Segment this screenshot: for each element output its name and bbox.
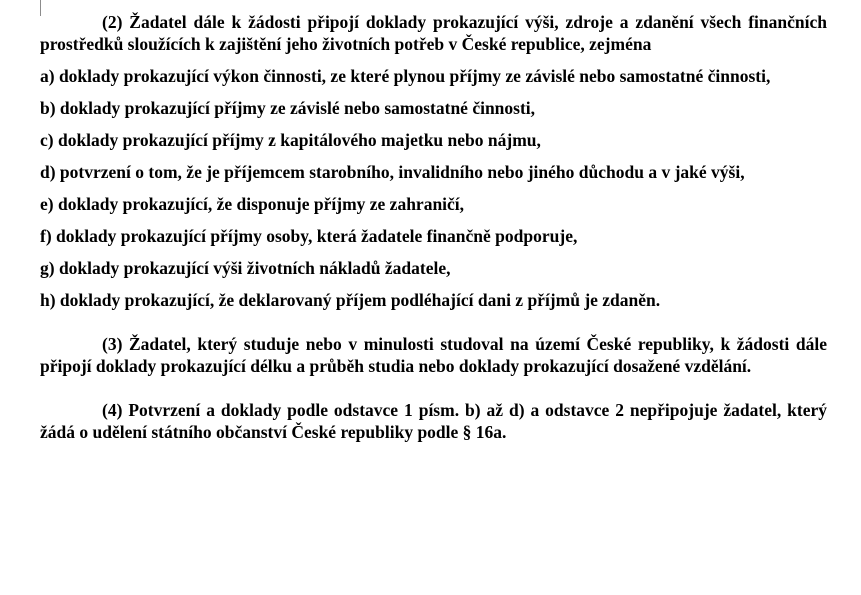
list-item-b: b) doklady prokazující příjmy ze závislé nebo samostatné činnosti,	[40, 98, 536, 118]
list-item-g: g) doklady prokazující výši životních nákladů žadatele,	[40, 258, 451, 278]
list-item-c: c) doklady prokazující příjmy z kapitálového majetku nebo nájmu,	[40, 130, 541, 150]
list-item-d: d) potvrzení o tom, že je příjemcem starobního, invalidního nebo jiného důchodu a v jaké výši,	[40, 162, 745, 182]
document-body	[40, 11, 827, 443]
paragraph-3: (3) Žadatel, který studuje nebo v minulosti studoval na území České republiky, k žádosti dále připojí doklady prokazující délku a průběh studia nebo doklady prokazující dosažené vzdělání.	[40, 334, 827, 376]
paragraph-4: (4) Potvrzení a doklady podle odstavce 1 písm. b) až d) a odstavce 2 nepřipojuje žadatel, který žádá o udělení státního občanství České republiky podle § 16a.	[40, 400, 827, 442]
paragraph-2-intro: (2) Žadatel dále k žádosti připojí doklady prokazující výši, zdroje a zdanění všech finančních prostředků sloužících k zajištění jeho životních potřeb v České republice, zejména	[40, 12, 827, 54]
list-item-h: h) doklady prokazující, že deklarovaný příjem podléhající dani z příjmů je zdaněn.	[40, 290, 661, 310]
list-item-a: a) doklady prokazující výkon činnosti, ze které plynou příjmy ze závislé nebo samostatné činnosti,	[40, 66, 771, 86]
list-item-f: f) doklady prokazující příjmy osoby, která žadatele finančně podporuje,	[40, 226, 578, 246]
list-item-e: e) doklady prokazující, že disponuje příjmy ze zahraničí,	[40, 194, 465, 214]
